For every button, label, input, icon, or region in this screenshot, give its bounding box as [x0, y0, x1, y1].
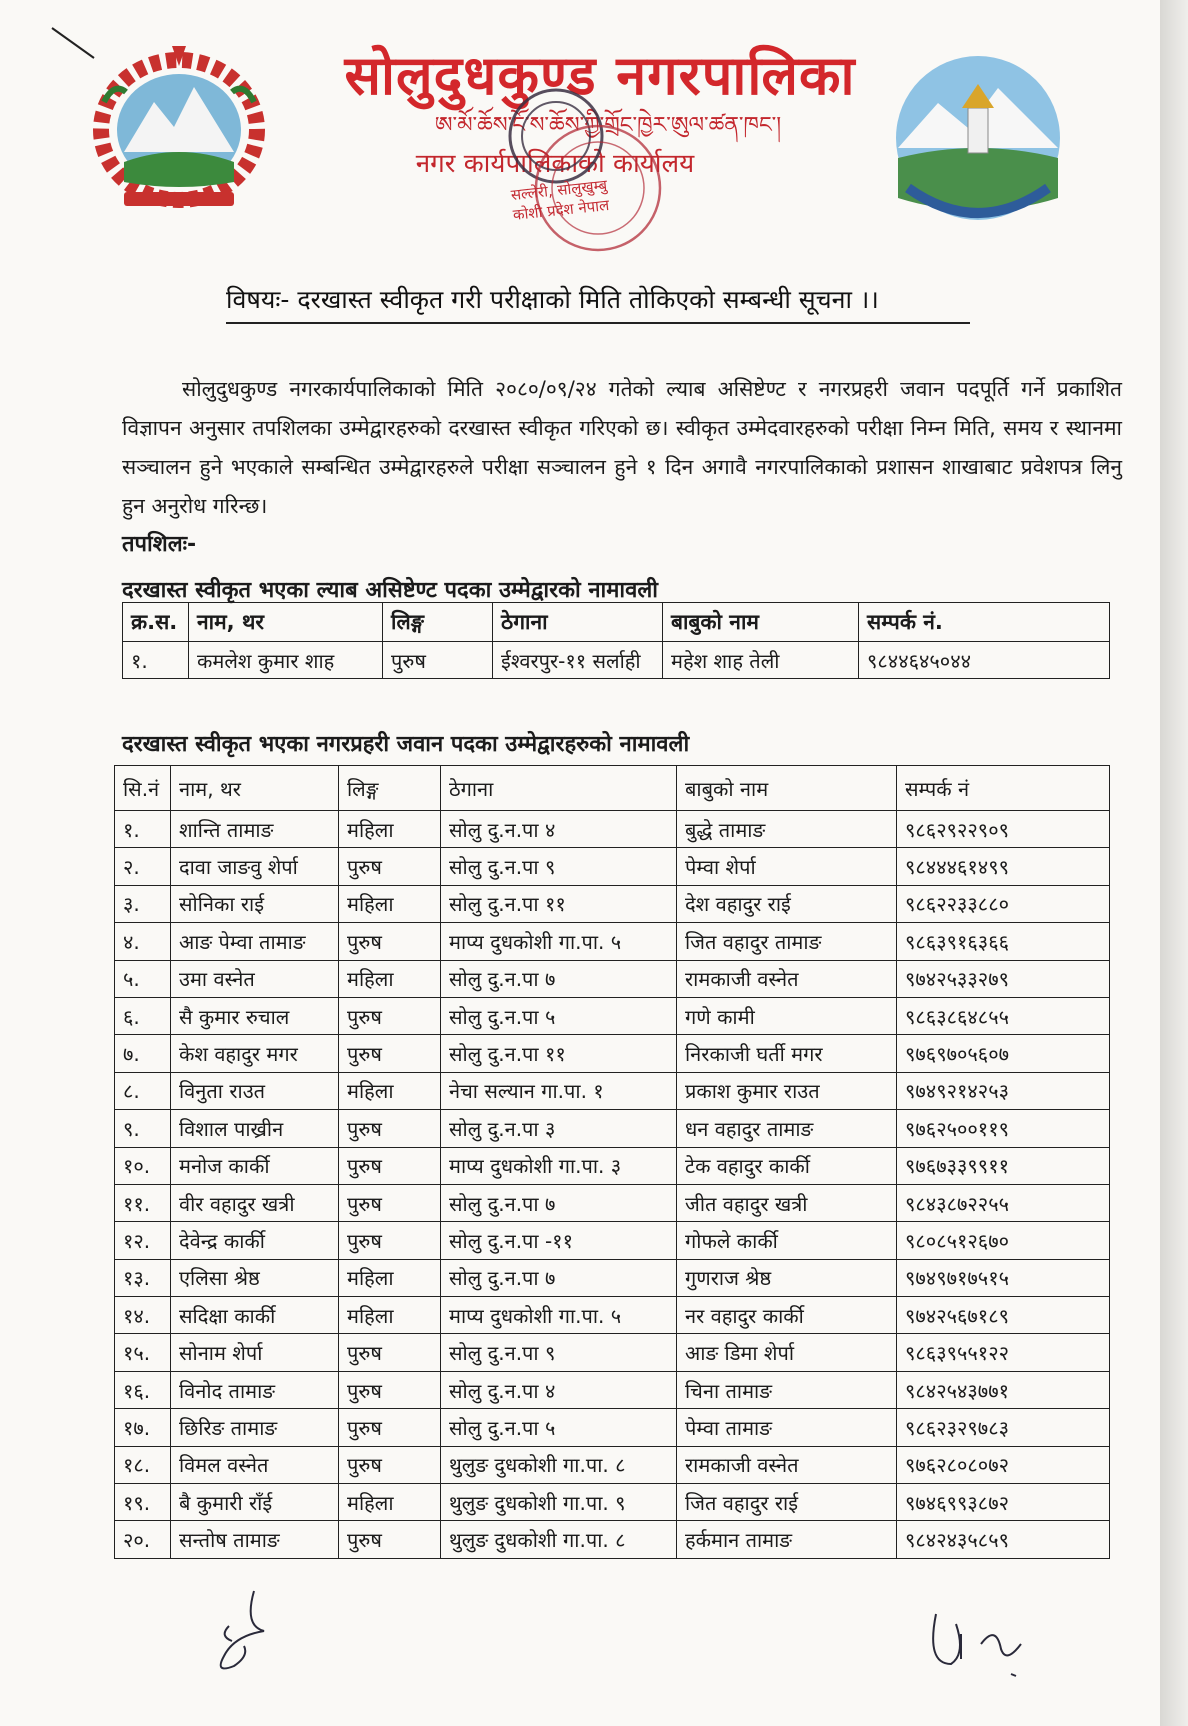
col-header: बाबुको नाम: [663, 603, 859, 642]
cell-address: सोलु दु.न.पा ७: [441, 1259, 677, 1296]
cell-father: रामकाजी वस्नेत: [677, 1446, 897, 1483]
cell-contact: ९८६२९२२९०९: [897, 811, 1110, 848]
municipality-title: सोलुदुधकुण्ड नगरपालिका: [344, 44, 856, 107]
cell-father: बुद्धे तामाङ: [677, 811, 897, 848]
cell-sn: १८.: [115, 1446, 171, 1483]
cell-sn: ७.: [115, 1035, 171, 1072]
cell-sn: ५.: [115, 960, 171, 997]
col-header: ठेगाना: [441, 766, 677, 811]
table-row: [115, 1521, 1110, 1558]
cell-father: चिना तामाङ: [677, 1371, 897, 1408]
cell-address: सोलु दु.न.पा ४: [441, 1371, 677, 1408]
body-text: सोलुदुधकुण्ड नगरकार्यपालिकाको मिति २०८०/०९/२४ गतेको ल्याब असिष्टेण्ट र नगरप्रहरी जवान पदपूर्ति गर्ने प्रकाशित विज्ञापन अनुसार तपशिलका उम्मेद्वारहरुको दरखास्त स्वीकृत गरिएको छ। स्वीकृत उम्मेदवारहरुको परीक्षा निम्न मिति, समय र स्थानमा सञ्चालन हुने भएकाले सम्बन्धित उम्मेद्वारहरुले परीक्षा सञ्चालन हुने १ दिन अगावै नगरपालिकाको प्रशासन शाखाबाट प्रवेशपत्र लिनु हुन अनुरोध गरिन्छ।: [122, 377, 1122, 518]
cell-name: सै कुमार रुचाल: [171, 997, 339, 1034]
cell-address: माप्य दुधकोशी गा.पा. ५: [441, 923, 677, 960]
section-lab-assistant-title: दरखास्त स्वीकृत भएका ल्याब असिष्टेण्ट पदका उम्मेद्वारको नामावली: [122, 578, 658, 603]
cell-name: एलिसा श्रेष्ठ: [171, 1259, 339, 1296]
cell-father: आङ डिमा शेर्पा: [677, 1334, 897, 1371]
cell-contact: ९८६३९१६३६६: [897, 923, 1110, 960]
cell-gender: महिला: [339, 1484, 441, 1521]
cell-father: हर्कमान तामाङ: [677, 1521, 897, 1558]
office-title: नगर कार्यपालिकाको कार्यालय: [415, 149, 695, 179]
cell-father: गोफले कार्की: [677, 1222, 897, 1259]
cell-father: प्रकाश कुमार राउत: [677, 1072, 897, 1109]
cell-sn: १२.: [115, 1222, 171, 1259]
cell-contact: ९८४२४३५८५९: [897, 1521, 1110, 1558]
cell-father: महेश शाह तेली: [663, 642, 859, 679]
col-header: सम्पर्क नं: [897, 766, 1110, 811]
cell-gender: पुरुष: [339, 848, 441, 885]
cell-sn: १०.: [115, 1147, 171, 1184]
cell-gender: पुरुष: [339, 1147, 441, 1184]
cell-contact: ९८४४४६१४९९: [897, 848, 1110, 885]
cell-gender: पुरुष: [339, 1521, 441, 1558]
cell-sn: १३.: [115, 1259, 171, 1296]
cell-sn: १६.: [115, 1371, 171, 1408]
lab-assistant-table: [122, 602, 1110, 679]
cell-contact: ९७६२८०८०७२: [897, 1446, 1110, 1483]
cell-contact: ९७६७३३९९११: [897, 1147, 1110, 1184]
notice-body: [122, 370, 1122, 526]
table-row: [115, 1371, 1110, 1408]
col-header: लिङ्ग: [383, 603, 493, 642]
col-header: सम्पर्क नं.: [859, 603, 1110, 642]
cell-contact: ९८६२३२९७८३: [897, 1409, 1110, 1446]
cell-address: नेचा सल्यान गा.पा. १: [441, 1072, 677, 1109]
subject-underline: [226, 322, 970, 324]
table-row: [115, 1334, 1110, 1371]
cell-name: विनुता राउत: [171, 1072, 339, 1109]
cell-father: जित वहादुर राई: [677, 1484, 897, 1521]
cell-contact: ९८४३८७२२५५: [897, 1184, 1110, 1221]
cell-address: सोलु दु.न.पा ११: [441, 885, 677, 922]
cell-contact: ९८६३९५५१२२: [897, 1334, 1110, 1371]
section-police-title: दरखास्त स्वीकृत भएका नगरप्रहरी जवान पदका उम्मेद्वारहरुको नामावली: [122, 732, 690, 757]
cell-name: विशाल पाख्रीन: [171, 1110, 339, 1147]
cell-contact: ९७४२५६७१८९: [897, 1297, 1110, 1334]
table-row: [115, 848, 1110, 885]
cell-address: थुलुङ दुधकोशी गा.पा. ८: [441, 1521, 677, 1558]
cell-name: शान्ति तामाङ: [171, 811, 339, 848]
cell-address: सोलु दु.न.पा ३: [441, 1110, 677, 1147]
cell-father: धन वहादुर तामाङ: [677, 1110, 897, 1147]
cell-address: थुलुङ दुधकोशी गा.पा. ९: [441, 1484, 677, 1521]
table-row: [123, 642, 1110, 679]
cell-sn: ८.: [115, 1072, 171, 1109]
cell-name: बै कुमारी राँई: [171, 1484, 339, 1521]
cell-contact: ९८६२२३३८८०: [897, 885, 1110, 922]
cell-address: सोलु दु.न.पा ४: [441, 811, 677, 848]
signature-left: [204, 1586, 284, 1676]
cell-father: निरकाजी घर्ती मगर: [677, 1035, 897, 1072]
tapasil-heading: तपशिलः-: [122, 532, 197, 557]
cell-sn: १९.: [115, 1484, 171, 1521]
table-row: [115, 811, 1110, 848]
table-row: [115, 1484, 1110, 1521]
cell-address: सोलु दु.न.पा ५: [441, 1409, 677, 1446]
table-row: [115, 1409, 1110, 1446]
municipality-logo: [888, 48, 1068, 228]
col-header: बाबुको नाम: [677, 766, 897, 811]
cell-father: पेम्वा तामाङ: [677, 1409, 897, 1446]
cell-name: मनोज कार्की: [171, 1147, 339, 1184]
cell-contact: ९८६३८६४८५५: [897, 997, 1110, 1034]
cell-contact: ९७६९७०५६०७: [897, 1035, 1110, 1072]
cell-name: विमल वस्नेत: [171, 1446, 339, 1483]
cell-contact: ९७६२५००११९: [897, 1110, 1110, 1147]
table-row: [115, 1072, 1110, 1109]
signature-right: [926, 1604, 1036, 1684]
cell-contact: ९८४४६४५०४४: [859, 642, 1110, 679]
cell-gender: महिला: [339, 1297, 441, 1334]
table-row: [115, 1184, 1110, 1221]
cell-gender: पुरुष: [339, 1371, 441, 1408]
cell-father: गणे कामी: [677, 997, 897, 1034]
cell-contact: ९७४९२१४२५३: [897, 1072, 1110, 1109]
table-row: [115, 1110, 1110, 1147]
cell-father: गुणराज श्रेष्ठ: [677, 1259, 897, 1296]
cell-address: सोलु दु.न.पा ७: [441, 1184, 677, 1221]
cell-name: आङ पेम्वा तामाङ: [171, 923, 339, 960]
cell-father: पेम्वा शेर्पा: [677, 848, 897, 885]
cell-gender: पुरुष: [339, 1035, 441, 1072]
cell-father: नर वहादुर कार्की: [677, 1297, 897, 1334]
col-header: नाम, थर: [171, 766, 339, 811]
cell-name: सोनाम शेर्पा: [171, 1334, 339, 1371]
cell-father: देश वहादुर राई: [677, 885, 897, 922]
cell-address: सोलु दु.न.पा ९: [441, 848, 677, 885]
table-header-row: [123, 603, 1110, 642]
cell-sn: १५.: [115, 1334, 171, 1371]
cell-name: देवेन्द्र कार्की: [171, 1222, 339, 1259]
table-row: [115, 1222, 1110, 1259]
table-row: [115, 1259, 1110, 1296]
cell-sn: ६.: [115, 997, 171, 1034]
cell-name: दावा जाङवु शेर्पा: [171, 848, 339, 885]
subject-line: विषयः- दरखास्त स्वीकृत गरी परीक्षाको मिति तोकिएको सम्बन्धी सूचना ।।: [226, 285, 879, 314]
cell-address: सोलु दु.न.पा ७: [441, 960, 677, 997]
cell-gender: पुरुष: [339, 1446, 441, 1483]
cell-gender: महिला: [339, 1072, 441, 1109]
page-edge: [1160, 0, 1188, 1726]
col-header: लिङ्ग: [339, 766, 441, 811]
cell-name: उमा वस्नेत: [171, 960, 339, 997]
cell-sn: २०.: [115, 1521, 171, 1558]
cell-contact: ९८०८५१२६७०: [897, 1222, 1110, 1259]
cell-name: कमलेश कुमार शाह: [189, 642, 383, 679]
col-header: ठेगाना: [493, 603, 663, 642]
table-row: [115, 1035, 1110, 1072]
cell-gender: पुरुष: [339, 1334, 441, 1371]
cell-sn: १४.: [115, 1297, 171, 1334]
tibetan-title: ཨ་མོ་ཆོས་ངོ་ས་ཆོས་ཀྱི་གྲོང་ཁྱེར་ཨུལ་ཚན་ཁང་།: [434, 113, 782, 138]
cell-name: वीर वहादुर खत्री: [171, 1184, 339, 1221]
cell-sn: ११.: [115, 1184, 171, 1221]
cell-gender: पुरुष: [383, 642, 493, 679]
cell-address: माप्य दुधकोशी गा.पा. ३: [441, 1147, 677, 1184]
cell-father: रामकाजी वस्नेत: [677, 960, 897, 997]
cell-father: जित वहादुर तामाङ: [677, 923, 897, 960]
col-header: क्र.स.: [123, 603, 189, 642]
cell-gender: पुरुष: [339, 1184, 441, 1221]
municipal-police-table: [114, 765, 1110, 1559]
table-row: [115, 960, 1110, 997]
cell-name: विनोद तामाङ: [171, 1371, 339, 1408]
cell-contact: ९७४६९९३८७२: [897, 1484, 1110, 1521]
cell-father: जीत वहादुर खत्री: [677, 1184, 897, 1221]
col-header: नाम, थर: [189, 603, 383, 642]
table-header-row: [115, 766, 1110, 811]
nepal-emblem-logo: [84, 42, 274, 212]
police-table-body: [115, 811, 1110, 1559]
cell-sn: ९.: [115, 1110, 171, 1147]
col-header: सि.नं: [115, 766, 171, 811]
cell-sn: २.: [115, 848, 171, 885]
cell-contact: ९८४२५४३७७१: [897, 1371, 1110, 1408]
cell-gender: महिला: [339, 885, 441, 922]
cell-name: सदिक्षा कार्की: [171, 1297, 339, 1334]
cell-name: सोनिका राई: [171, 885, 339, 922]
cell-address: सोलु दु.न.पा ५: [441, 997, 677, 1034]
cell-gender: महिला: [339, 960, 441, 997]
cell-sn: १७.: [115, 1409, 171, 1446]
cell-gender: पुरुष: [339, 1409, 441, 1446]
cell-gender: पुरुष: [339, 1222, 441, 1259]
cell-sn: १.: [115, 811, 171, 848]
cell-name: छिरिङ तामाङ: [171, 1409, 339, 1446]
table-row: [115, 1297, 1110, 1334]
table-row: [115, 923, 1110, 960]
cell-gender: महिला: [339, 811, 441, 848]
cell-address: सोलु दु.न.पा -११: [441, 1222, 677, 1259]
table-row: [115, 1446, 1110, 1483]
cell-sn: १.: [123, 642, 189, 679]
cell-address: सोलु दु.न.पा ११: [441, 1035, 677, 1072]
seal-text: सल्लेरी, सोलुखुम्बु कोशी प्रदेश नेपाल: [509, 176, 611, 224]
cell-gender: महिला: [339, 1259, 441, 1296]
cell-contact: ९७४९७१७५१५: [897, 1259, 1110, 1296]
cell-gender: पुरुष: [339, 997, 441, 1034]
cell-address: सोलु दु.न.पा ९: [441, 1334, 677, 1371]
cell-gender: पुरुष: [339, 923, 441, 960]
cell-contact: ९७४२५३३२७९: [897, 960, 1110, 997]
cell-address: ईश्वरपुर-११ सर्लाही: [493, 642, 663, 679]
cell-sn: ३.: [115, 885, 171, 922]
cell-address: माप्य दुधकोशी गा.पा. ५: [441, 1297, 677, 1334]
table-row: [115, 1147, 1110, 1184]
cell-gender: पुरुष: [339, 1110, 441, 1147]
cell-name: सन्तोष तामाङ: [171, 1521, 339, 1558]
cell-name: केश वहादुर मगर: [171, 1035, 339, 1072]
table-row: [115, 997, 1110, 1034]
cell-address: थुलुङ दुधकोशी गा.पा. ८: [441, 1446, 677, 1483]
cell-sn: ४.: [115, 923, 171, 960]
table-row: [115, 885, 1110, 922]
cell-father: टेक वहादुर कार्की: [677, 1147, 897, 1184]
